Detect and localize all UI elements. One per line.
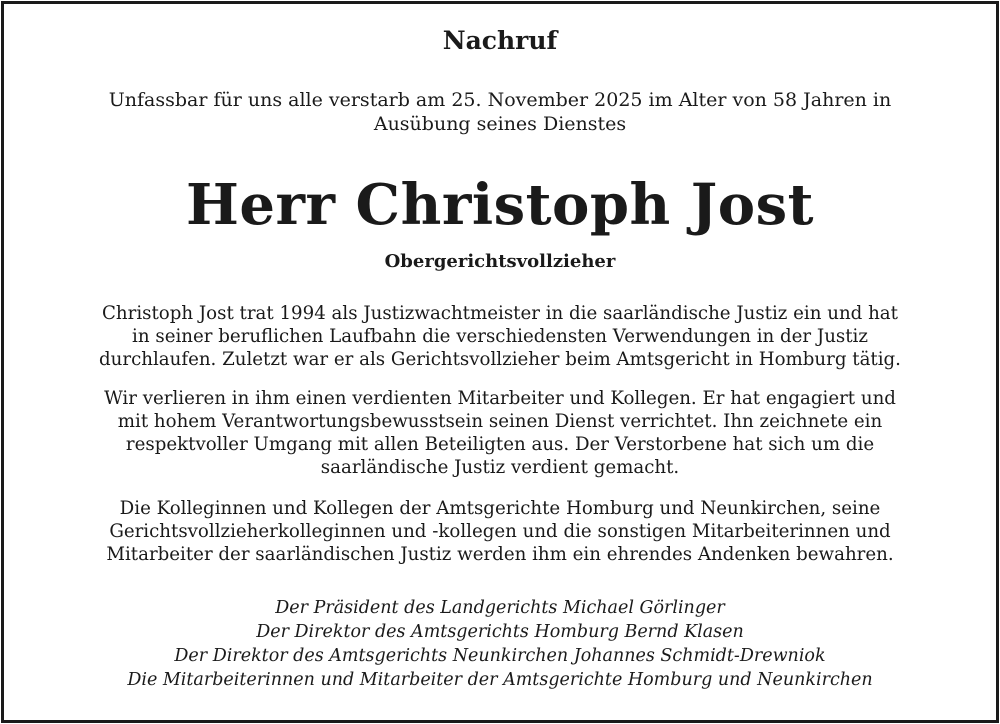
notice-heading: Nachruf <box>442 26 558 55</box>
paragraph-line: Die Kolleginnen und Kollegen der Amtsgerichte Homburg und Neunkirchen, seine <box>119 498 881 519</box>
paragraph-line: mit hohem Verantwortungsbewusstsein seinen Dienst verrichtet. Ihn zeichnete ein <box>117 411 883 432</box>
signature-block <box>0 596 1000 692</box>
signature-line: Die Mitarbeiterinnen und Mitarbeiter der Amtsgerichte Homburg und Neunkirchen <box>127 670 873 690</box>
paragraph-line: Gerichtsvollzieherkolleginnen und -kollegen und die sonstigen Mitarbeiterinnen und <box>109 521 891 542</box>
paragraph-line: in seiner beruflichen Laufbahn die verschiedensten Verwendungen in der Justiz <box>132 326 868 347</box>
signature-line: Der Präsident des Landgerichts Michael Görlinger <box>275 598 725 618</box>
intro-line: Unfassbar für uns alle verstarb am 25. November 2025 im Alter von 58 Jahren in <box>108 89 892 111</box>
signature-line: Der Direktor des Amtsgerichts Neunkirchen Johannes Schmidt-Drewniok <box>174 646 826 666</box>
tribute-paragraph <box>0 387 1000 479</box>
intro-line: Ausübung seines Dienstes <box>373 113 627 135</box>
paragraph-line: Christoph Jost trat 1994 als Justizwachtmeister in die saarländische Justiz ein und hat <box>102 303 898 324</box>
paragraph-line: Mitarbeiter der saarländischen Justiz werden ihm ein ehrendes Andenken bewahren. <box>106 544 894 565</box>
paragraph-line: Wir verlieren in ihm einen verdienten Mitarbeiter und Kollegen. Er hat engagiert und <box>104 388 896 409</box>
intro-text <box>0 88 1000 136</box>
deceased-role: Obergerichtsvollzieher <box>384 251 616 272</box>
career-paragraph <box>0 302 1000 371</box>
deceased-name: Herr Christoph Jost <box>186 172 814 238</box>
paragraph-line: saarländische Justiz verdient gemacht. <box>320 457 680 478</box>
paragraph-line: durchlaufen. Zuletzt war er als Gerichtsvollzieher beim Amtsgericht in Homburg tätig. <box>99 349 901 370</box>
paragraph-line: respektvoller Umgang mit allen Beteiligten aus. Der Verstorbene hat sich um die <box>125 434 875 455</box>
signature-line: Der Direktor des Amtsgerichts Homburg Bernd Klasen <box>256 622 744 642</box>
remembrance-paragraph <box>0 497 1000 566</box>
